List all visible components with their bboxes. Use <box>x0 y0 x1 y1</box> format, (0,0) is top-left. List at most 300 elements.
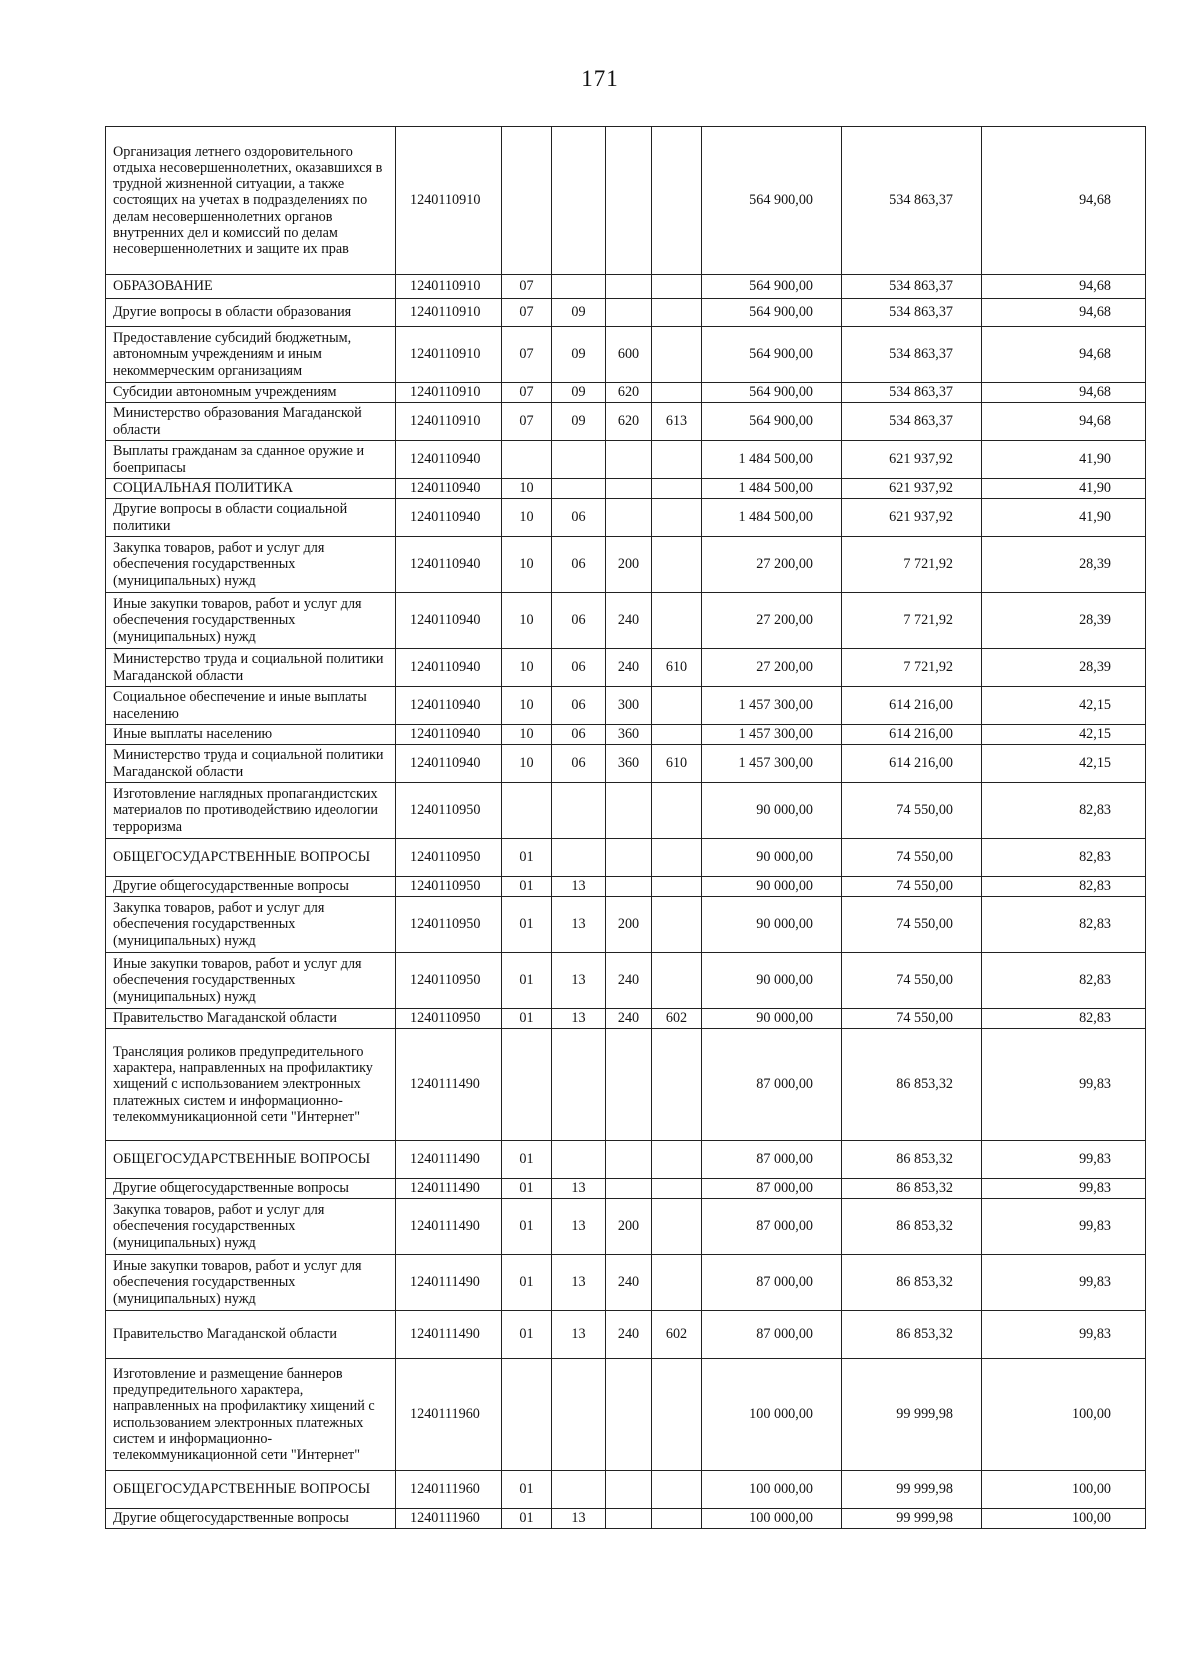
executed-amount-cell: 534 863,37 <box>842 403 982 441</box>
administrator-code-cell <box>652 127 702 275</box>
subsection-code-cell <box>552 839 606 877</box>
expense-name-cell: Другие вопросы в области образования <box>106 299 396 327</box>
administrator-code-cell <box>652 687 702 725</box>
expense-type-code-cell <box>606 1471 652 1509</box>
execution-percent-cell: 99,83 <box>982 1199 1146 1255</box>
planned-amount-cell: 1 484 500,00 <box>702 479 842 499</box>
administrator-code-cell: 602 <box>652 1009 702 1029</box>
table-row <box>106 537 1146 593</box>
execution-percent-cell: 94,68 <box>982 383 1146 403</box>
subsection-code-cell: 06 <box>552 593 606 649</box>
expense-type-code-cell <box>606 1179 652 1199</box>
executed-amount-cell: 621 937,92 <box>842 441 982 479</box>
expense-type-code-cell: 200 <box>606 1199 652 1255</box>
expense-type-code-cell <box>606 1509 652 1529</box>
section-code-cell: 07 <box>502 299 552 327</box>
subsection-code-cell <box>552 275 606 299</box>
target-article-code-cell: 1240110940 <box>396 441 502 479</box>
execution-percent-cell: 42,15 <box>982 725 1146 745</box>
executed-amount-cell: 534 863,37 <box>842 275 982 299</box>
table-row <box>106 1009 1146 1029</box>
target-article-code-cell: 1240110910 <box>396 403 502 441</box>
section-code-cell: 10 <box>502 593 552 649</box>
execution-percent-cell: 28,39 <box>982 649 1146 687</box>
target-article-code-cell: 1240110940 <box>396 649 502 687</box>
administrator-code-cell <box>652 1141 702 1179</box>
execution-percent-cell: 82,83 <box>982 877 1146 897</box>
expense-name-cell: Иные закупки товаров, работ и услуг для обеспечения государственных (муниципальных) нужд <box>106 953 396 1009</box>
administrator-code-cell: 610 <box>652 745 702 783</box>
section-code-cell <box>502 441 552 479</box>
table-row <box>106 1029 1146 1141</box>
expense-name-cell: ОБЩЕГОСУДАРСТВЕННЫЕ ВОПРОСЫ <box>106 1141 396 1179</box>
planned-amount-cell: 87 000,00 <box>702 1179 842 1199</box>
target-article-code-cell: 1240111960 <box>396 1359 502 1471</box>
expense-type-code-cell: 240 <box>606 953 652 1009</box>
target-article-code-cell: 1240111490 <box>396 1029 502 1141</box>
planned-amount-cell: 27 200,00 <box>702 593 842 649</box>
expense-name-cell: Предоставление субсидий бюджетным, автономным учреждениям и иным некоммерческим организациям <box>106 327 396 383</box>
section-code-cell: 01 <box>502 1509 552 1529</box>
section-code-cell: 01 <box>502 1255 552 1311</box>
execution-percent-cell: 94,68 <box>982 299 1146 327</box>
executed-amount-cell: 7 721,92 <box>842 649 982 687</box>
execution-percent-cell: 94,68 <box>982 127 1146 275</box>
section-code-cell: 10 <box>502 499 552 537</box>
subsection-code-cell <box>552 1359 606 1471</box>
subsection-code-cell: 09 <box>552 403 606 441</box>
target-article-code-cell: 1240110940 <box>396 499 502 537</box>
section-code-cell <box>502 1359 552 1471</box>
expense-type-code-cell <box>606 839 652 877</box>
execution-percent-cell: 94,68 <box>982 403 1146 441</box>
table-row <box>106 327 1146 383</box>
table-row <box>106 839 1146 877</box>
execution-percent-cell: 28,39 <box>982 537 1146 593</box>
subsection-code-cell: 09 <box>552 327 606 383</box>
planned-amount-cell: 1 484 500,00 <box>702 441 842 479</box>
target-article-code-cell: 1240110910 <box>396 299 502 327</box>
subsection-code-cell: 13 <box>552 897 606 953</box>
expense-name-cell: Закупка товаров, работ и услуг для обеспечения государственных (муниципальных) нужд <box>106 897 396 953</box>
execution-percent-cell: 42,15 <box>982 687 1146 725</box>
subsection-code-cell <box>552 1471 606 1509</box>
expense-type-code-cell: 240 <box>606 1255 652 1311</box>
section-code-cell: 01 <box>502 1141 552 1179</box>
planned-amount-cell: 27 200,00 <box>702 537 842 593</box>
target-article-code-cell: 1240110910 <box>396 127 502 275</box>
table-row <box>106 1179 1146 1199</box>
section-code-cell: 10 <box>502 649 552 687</box>
table-row <box>106 299 1146 327</box>
table-row <box>106 725 1146 745</box>
expense-name-cell: Изготовление наглядных пропагандистских материалов по противодействию идеологии терроризма <box>106 783 396 839</box>
administrator-code-cell <box>652 479 702 499</box>
planned-amount-cell: 90 000,00 <box>702 953 842 1009</box>
table-row <box>106 1471 1146 1509</box>
executed-amount-cell: 86 853,32 <box>842 1141 982 1179</box>
section-code-cell: 01 <box>502 839 552 877</box>
expense-type-code-cell <box>606 299 652 327</box>
executed-amount-cell: 74 550,00 <box>842 783 982 839</box>
administrator-code-cell <box>652 537 702 593</box>
executed-amount-cell: 621 937,92 <box>842 479 982 499</box>
execution-percent-cell: 28,39 <box>982 593 1146 649</box>
target-article-code-cell: 1240110950 <box>396 1009 502 1029</box>
executed-amount-cell: 534 863,37 <box>842 299 982 327</box>
executed-amount-cell: 99 999,98 <box>842 1471 982 1509</box>
execution-percent-cell: 100,00 <box>982 1359 1146 1471</box>
expense-type-code-cell <box>606 783 652 839</box>
expense-name-cell: Иные закупки товаров, работ и услуг для обеспечения государственных (муниципальных) нужд <box>106 1255 396 1311</box>
expense-type-code-cell <box>606 1029 652 1141</box>
executed-amount-cell: 99 999,98 <box>842 1509 982 1529</box>
planned-amount-cell: 564 900,00 <box>702 383 842 403</box>
planned-amount-cell: 564 900,00 <box>702 327 842 383</box>
administrator-code-cell <box>652 1471 702 1509</box>
subsection-code-cell: 06 <box>552 687 606 725</box>
planned-amount-cell: 564 900,00 <box>702 127 842 275</box>
execution-percent-cell: 99,83 <box>982 1141 1146 1179</box>
expense-name-cell: Выплаты гражданам за сданное оружие и боеприпасы <box>106 441 396 479</box>
execution-percent-cell: 99,83 <box>982 1311 1146 1359</box>
execution-percent-cell: 99,83 <box>982 1179 1146 1199</box>
expense-type-code-cell <box>606 479 652 499</box>
executed-amount-cell: 74 550,00 <box>842 897 982 953</box>
expense-name-cell: Правительство Магаданской области <box>106 1311 396 1359</box>
executed-amount-cell: 99 999,98 <box>842 1359 982 1471</box>
table-row <box>106 127 1146 275</box>
target-article-code-cell: 1240111490 <box>396 1311 502 1359</box>
section-code-cell: 10 <box>502 479 552 499</box>
execution-percent-cell: 82,83 <box>982 783 1146 839</box>
section-code-cell: 01 <box>502 1311 552 1359</box>
section-code-cell: 10 <box>502 687 552 725</box>
executed-amount-cell: 86 853,32 <box>842 1199 982 1255</box>
section-code-cell: 07 <box>502 327 552 383</box>
section-code-cell: 07 <box>502 403 552 441</box>
expense-name-cell: ОБРАЗОВАНИЕ <box>106 275 396 299</box>
target-article-code-cell: 1240110940 <box>396 745 502 783</box>
section-code-cell: 01 <box>502 877 552 897</box>
subsection-code-cell: 09 <box>552 383 606 403</box>
administrator-code-cell <box>652 327 702 383</box>
section-code-cell <box>502 127 552 275</box>
administrator-code-cell <box>652 1359 702 1471</box>
planned-amount-cell: 90 000,00 <box>702 839 842 877</box>
expense-name-cell: Иные выплаты населению <box>106 725 396 745</box>
administrator-code-cell <box>652 275 702 299</box>
target-article-code-cell: 1240111960 <box>396 1509 502 1529</box>
planned-amount-cell: 564 900,00 <box>702 299 842 327</box>
executed-amount-cell: 614 216,00 <box>842 725 982 745</box>
planned-amount-cell: 87 000,00 <box>702 1311 842 1359</box>
section-code-cell: 01 <box>502 1199 552 1255</box>
expense-type-code-cell: 300 <box>606 687 652 725</box>
administrator-code-cell <box>652 783 702 839</box>
execution-percent-cell: 100,00 <box>982 1509 1146 1529</box>
expense-name-cell: Другие общегосударственные вопросы <box>106 877 396 897</box>
executed-amount-cell: 534 863,37 <box>842 327 982 383</box>
expense-name-cell: Иные закупки товаров, работ и услуг для обеспечения государственных (муниципальных) нужд <box>106 593 396 649</box>
target-article-code-cell: 1240110950 <box>396 783 502 839</box>
subsection-code-cell <box>552 783 606 839</box>
subsection-code-cell: 06 <box>552 537 606 593</box>
expense-type-code-cell <box>606 877 652 897</box>
execution-percent-cell: 100,00 <box>982 1471 1146 1509</box>
section-code-cell: 07 <box>502 383 552 403</box>
administrator-code-cell: 602 <box>652 1311 702 1359</box>
administrator-code-cell <box>652 877 702 897</box>
table-row <box>106 383 1146 403</box>
subsection-code-cell: 13 <box>552 1311 606 1359</box>
table-row <box>106 499 1146 537</box>
administrator-code-cell <box>652 383 702 403</box>
table-row <box>106 1359 1146 1471</box>
administrator-code-cell <box>652 953 702 1009</box>
executed-amount-cell: 74 550,00 <box>842 839 982 877</box>
administrator-code-cell <box>652 299 702 327</box>
subsection-code-cell: 09 <box>552 299 606 327</box>
target-article-code-cell: 1240110910 <box>396 327 502 383</box>
administrator-code-cell <box>652 1509 702 1529</box>
expense-name-cell: Министерство труда и социальной политики Магаданской области <box>106 649 396 687</box>
table-row <box>106 1141 1146 1179</box>
execution-percent-cell: 99,83 <box>982 1029 1146 1141</box>
planned-amount-cell: 87 000,00 <box>702 1141 842 1179</box>
page-number: 171 <box>581 66 619 91</box>
expense-name-cell: Изготовление и размещение баннеров предупредительного характера, направленных на профилактику хищений с использованием электронных платежных систем и информационно-телекоммуникационной сети "Интернет" <box>106 1359 396 1471</box>
execution-percent-cell: 42,15 <box>982 745 1146 783</box>
section-code-cell <box>502 783 552 839</box>
executed-amount-cell: 621 937,92 <box>842 499 982 537</box>
table-row <box>106 953 1146 1009</box>
target-article-code-cell: 1240111490 <box>396 1141 502 1179</box>
executed-amount-cell: 74 550,00 <box>842 1009 982 1029</box>
subsection-code-cell: 13 <box>552 1179 606 1199</box>
planned-amount-cell: 90 000,00 <box>702 877 842 897</box>
subsection-code-cell <box>552 441 606 479</box>
subsection-code-cell <box>552 479 606 499</box>
executed-amount-cell: 86 853,32 <box>842 1179 982 1199</box>
expense-name-cell: Закупка товаров, работ и услуг для обеспечения государственных (муниципальных) нужд <box>106 1199 396 1255</box>
section-code-cell: 10 <box>502 537 552 593</box>
execution-percent-cell: 41,90 <box>982 499 1146 537</box>
subsection-code-cell: 13 <box>552 1509 606 1529</box>
planned-amount-cell: 100 000,00 <box>702 1509 842 1529</box>
planned-amount-cell: 1 457 300,00 <box>702 745 842 783</box>
target-article-code-cell: 1240110940 <box>396 593 502 649</box>
expense-name-cell: Организация летнего оздоровительного отдыха несовершеннолетних, оказавшихся в трудной жизненной ситуации, а также состоящих на учетах в подразделениях по делам несовершеннолетних органов внутренних дел и комиссий по делам несовершеннолетних и защите их прав <box>106 127 396 275</box>
expense-name-cell: Другие общегосударственные вопросы <box>106 1179 396 1199</box>
administrator-code-cell <box>652 1199 702 1255</box>
target-article-code-cell: 1240110940 <box>396 725 502 745</box>
target-article-code-cell: 1240111490 <box>396 1199 502 1255</box>
executed-amount-cell: 534 863,37 <box>842 127 982 275</box>
execution-percent-cell: 99,83 <box>982 1255 1146 1311</box>
executed-amount-cell: 614 216,00 <box>842 745 982 783</box>
administrator-code-cell: 610 <box>652 649 702 687</box>
administrator-code-cell <box>652 499 702 537</box>
subsection-code-cell: 13 <box>552 877 606 897</box>
expense-name-cell: Правительство Магаданской области <box>106 1009 396 1029</box>
target-article-code-cell: 1240111490 <box>396 1255 502 1311</box>
expense-type-code-cell: 200 <box>606 537 652 593</box>
budget-execution-table <box>105 126 1146 1529</box>
execution-percent-cell: 41,90 <box>982 441 1146 479</box>
administrator-code-cell <box>652 441 702 479</box>
target-article-code-cell: 1240110950 <box>396 877 502 897</box>
section-code-cell: 01 <box>502 1009 552 1029</box>
expense-name-cell: ОБЩЕГОСУДАРСТВЕННЫЕ ВОПРОСЫ <box>106 1471 396 1509</box>
planned-amount-cell: 1 457 300,00 <box>702 725 842 745</box>
table-row <box>106 403 1146 441</box>
section-code-cell: 01 <box>502 953 552 1009</box>
expense-type-code-cell: 240 <box>606 593 652 649</box>
administrator-code-cell <box>652 839 702 877</box>
expense-type-code-cell <box>606 127 652 275</box>
planned-amount-cell: 87 000,00 <box>702 1029 842 1141</box>
executed-amount-cell: 534 863,37 <box>842 383 982 403</box>
section-code-cell: 01 <box>502 897 552 953</box>
subsection-code-cell <box>552 1029 606 1141</box>
target-article-code-cell: 1240110950 <box>396 897 502 953</box>
target-article-code-cell: 1240110910 <box>396 275 502 299</box>
table-row <box>106 1255 1146 1311</box>
planned-amount-cell: 564 900,00 <box>702 275 842 299</box>
execution-percent-cell: 94,68 <box>982 275 1146 299</box>
subsection-code-cell <box>552 127 606 275</box>
table-row <box>106 1311 1146 1359</box>
expense-type-code-cell <box>606 275 652 299</box>
subsection-code-cell: 13 <box>552 953 606 1009</box>
target-article-code-cell: 1240110910 <box>396 383 502 403</box>
execution-percent-cell: 82,83 <box>982 953 1146 1009</box>
planned-amount-cell: 100 000,00 <box>702 1359 842 1471</box>
target-article-code-cell: 1240111490 <box>396 1179 502 1199</box>
expense-type-code-cell: 240 <box>606 1009 652 1029</box>
subsection-code-cell: 13 <box>552 1009 606 1029</box>
table-row <box>106 745 1146 783</box>
expense-name-cell: Субсидии автономным учреждениям <box>106 383 396 403</box>
section-code-cell: 10 <box>502 745 552 783</box>
expense-type-code-cell: 360 <box>606 725 652 745</box>
execution-percent-cell: 94,68 <box>982 327 1146 383</box>
expense-type-code-cell: 360 <box>606 745 652 783</box>
table-row <box>106 1199 1146 1255</box>
subsection-code-cell: 13 <box>552 1199 606 1255</box>
target-article-code-cell: 1240111960 <box>396 1471 502 1509</box>
table-row <box>106 897 1146 953</box>
section-code-cell: 10 <box>502 725 552 745</box>
expense-name-cell: Другие общегосударственные вопросы <box>106 1509 396 1529</box>
table-row <box>106 783 1146 839</box>
expense-name-cell: Министерство труда и социальной политики Магаданской области <box>106 745 396 783</box>
expense-type-code-cell: 240 <box>606 649 652 687</box>
target-article-code-cell: 1240110950 <box>396 953 502 1009</box>
expense-type-code-cell: 620 <box>606 403 652 441</box>
administrator-code-cell <box>652 1255 702 1311</box>
execution-percent-cell: 82,83 <box>982 839 1146 877</box>
execution-percent-cell: 41,90 <box>982 479 1146 499</box>
section-code-cell: 01 <box>502 1471 552 1509</box>
administrator-code-cell <box>652 897 702 953</box>
target-article-code-cell: 1240110940 <box>396 537 502 593</box>
planned-amount-cell: 90 000,00 <box>702 897 842 953</box>
subsection-code-cell <box>552 1141 606 1179</box>
expense-name-cell: ОБЩЕГОСУДАРСТВЕННЫЕ ВОПРОСЫ <box>106 839 396 877</box>
execution-percent-cell: 82,83 <box>982 897 1146 953</box>
table-row <box>106 687 1146 725</box>
planned-amount-cell: 1 484 500,00 <box>702 499 842 537</box>
administrator-code-cell: 613 <box>652 403 702 441</box>
table-body <box>106 127 1146 1529</box>
administrator-code-cell <box>652 593 702 649</box>
table-row <box>106 1509 1146 1529</box>
section-code-cell <box>502 1029 552 1141</box>
executed-amount-cell: 74 550,00 <box>842 877 982 897</box>
subsection-code-cell: 06 <box>552 745 606 783</box>
executed-amount-cell: 74 550,00 <box>842 953 982 1009</box>
planned-amount-cell: 1 457 300,00 <box>702 687 842 725</box>
target-article-code-cell: 1240110940 <box>396 479 502 499</box>
planned-amount-cell: 87 000,00 <box>702 1199 842 1255</box>
subsection-code-cell: 06 <box>552 725 606 745</box>
administrator-code-cell <box>652 725 702 745</box>
table-row <box>106 649 1146 687</box>
planned-amount-cell: 87 000,00 <box>702 1255 842 1311</box>
planned-amount-cell: 564 900,00 <box>702 403 842 441</box>
expense-type-code-cell: 600 <box>606 327 652 383</box>
executed-amount-cell: 7 721,92 <box>842 593 982 649</box>
target-article-code-cell: 1240110950 <box>396 839 502 877</box>
executed-amount-cell: 7 721,92 <box>842 537 982 593</box>
executed-amount-cell: 86 853,32 <box>842 1029 982 1141</box>
expense-type-code-cell: 240 <box>606 1311 652 1359</box>
subsection-code-cell: 06 <box>552 499 606 537</box>
expense-name-cell: Трансляция роликов предупредительного характера, направленных на профилактику хищений с использованием электронных платежных систем и информационно-телекоммуникационной сети "Интернет" <box>106 1029 396 1141</box>
target-article-code-cell: 1240110940 <box>396 687 502 725</box>
expense-name-cell: Другие вопросы в области социальной политики <box>106 499 396 537</box>
expense-type-code-cell <box>606 441 652 479</box>
section-code-cell: 07 <box>502 275 552 299</box>
expense-name-cell: Социальное обеспечение и иные выплаты населению <box>106 687 396 725</box>
expense-type-code-cell <box>606 1141 652 1179</box>
expense-name-cell: Закупка товаров, работ и услуг для обеспечения государственных (муниципальных) нужд <box>106 537 396 593</box>
executed-amount-cell: 86 853,32 <box>842 1255 982 1311</box>
planned-amount-cell: 90 000,00 <box>702 1009 842 1029</box>
executed-amount-cell: 614 216,00 <box>842 687 982 725</box>
section-code-cell: 01 <box>502 1179 552 1199</box>
expense-name-cell: СОЦИАЛЬНАЯ ПОЛИТИКА <box>106 479 396 499</box>
planned-amount-cell: 90 000,00 <box>702 783 842 839</box>
expense-name-cell: Министерство образования Магаданской области <box>106 403 396 441</box>
planned-amount-cell: 27 200,00 <box>702 649 842 687</box>
table-row <box>106 441 1146 479</box>
expense-type-code-cell: 620 <box>606 383 652 403</box>
subsection-code-cell: 13 <box>552 1255 606 1311</box>
administrator-code-cell <box>652 1029 702 1141</box>
execution-percent-cell: 82,83 <box>982 1009 1146 1029</box>
administrator-code-cell <box>652 1179 702 1199</box>
expense-type-code-cell <box>606 1359 652 1471</box>
table-row <box>106 877 1146 897</box>
expense-type-code-cell: 200 <box>606 897 652 953</box>
expense-type-code-cell <box>606 499 652 537</box>
planned-amount-cell: 100 000,00 <box>702 1471 842 1509</box>
executed-amount-cell: 86 853,32 <box>842 1311 982 1359</box>
table-row <box>106 275 1146 299</box>
